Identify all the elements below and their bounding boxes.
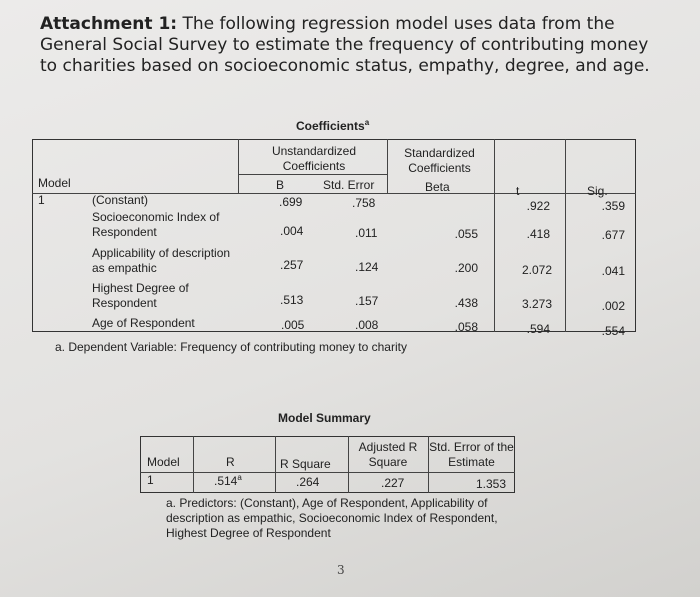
- ms-divider-v1: [193, 436, 194, 493]
- model-summary-title: Model Summary: [278, 411, 371, 425]
- row-age-sig: .554: [601, 324, 625, 338]
- header-sig: Sig.: [587, 184, 608, 198]
- row-label-age: Age of Respondent: [92, 316, 195, 330]
- ms-row-r-value: .514: [214, 474, 238, 488]
- row-socioeconomic-sig: .677: [601, 228, 625, 242]
- row-degree-beta: .438: [454, 296, 478, 310]
- row-constant-b: .699: [279, 195, 303, 209]
- row-empathic-beta: .200: [454, 261, 478, 275]
- coefficients-title-text: Coefficients: [296, 119, 365, 133]
- row-socioeconomic-se: .011: [355, 226, 378, 240]
- ms-row-model: 1: [147, 473, 154, 487]
- ms-divider-h1: [140, 472, 515, 473]
- model-number: 1: [38, 193, 45, 207]
- coef-divider-v3: [494, 139, 495, 332]
- row-degree-sig: .002: [601, 299, 625, 313]
- ms-header-adjusted-r-square: Adjusted R Square: [358, 440, 418, 469]
- ms-row-r: [214, 473, 242, 488]
- row-empathic-t: 2.072: [521, 263, 552, 277]
- row-label-socioeconomic: Socioeconomic Index of Respondent: [92, 210, 220, 239]
- ms-row-r-square: .264: [296, 475, 320, 489]
- header-std-error: Std. Error: [323, 178, 375, 192]
- row-degree-se: .157: [355, 294, 379, 308]
- ms-row-r-sup: a: [237, 473, 242, 482]
- coefficients-title-sup: a: [364, 118, 370, 127]
- header-model: Model: [38, 176, 71, 190]
- ms-row-std-error-estimate: 1.353: [475, 477, 506, 491]
- row-age-t: .594: [526, 322, 550, 336]
- attachment-label: Attachment 1:: [40, 14, 178, 34]
- row-age-se: .008: [355, 318, 379, 332]
- row-empathic-b: .257: [280, 258, 304, 272]
- header-b: B: [276, 178, 285, 192]
- ms-header-r: R: [226, 455, 235, 469]
- row-socioeconomic-beta: .055: [454, 227, 478, 241]
- row-degree-b: .513: [280, 293, 304, 307]
- row-label-constant: (Constant): [92, 193, 149, 207]
- row-age-beta: .058: [454, 320, 478, 334]
- row-constant-t: .922: [526, 199, 550, 213]
- header-t: t: [516, 184, 520, 198]
- header-unstandardized: Unstandardized Coefficients: [271, 144, 357, 173]
- coef-divider-v1: [238, 139, 239, 193]
- ms-header-r-square: R Square: [280, 457, 331, 471]
- row-label-empathic: Applicability of description as empathic: [92, 246, 231, 275]
- attachment-text: The following regression model uses data from the General Social Survey to estimate the frequency of contributing money to charities based on socioeconomic status, empathy, degree, and age.: [40, 14, 650, 76]
- row-socioeconomic-t: .418: [526, 227, 550, 241]
- ms-divider-v2: [275, 436, 276, 493]
- page-number: 3: [337, 563, 345, 577]
- coef-divider-v2: [387, 139, 388, 193]
- header-standardized: Standardized Coefficients: [404, 146, 475, 175]
- row-empathic-sig: .041: [601, 264, 625, 278]
- attachment-heading: [40, 14, 670, 77]
- row-constant-sig: .359: [601, 199, 625, 213]
- coefficients-footnote: a. Dependent Variable: Frequency of contributing money to charity: [55, 340, 407, 354]
- header-beta: Beta: [425, 180, 450, 194]
- row-socioeconomic-b: .004: [280, 224, 304, 238]
- row-degree-t: 3.273: [521, 297, 552, 311]
- row-constant-se: .758: [352, 196, 376, 210]
- coefficients-title: [296, 118, 369, 133]
- row-empathic-se: .124: [355, 260, 379, 274]
- ms-header-model: Model: [147, 455, 180, 469]
- model-summary-footnote: a. Predictors: (Constant), Age of Respondent, Applicability of description as empathic, Socioeconomic Index of Respondent, Highest Degree of Respondent: [166, 496, 498, 540]
- ms-header-std-error-estimate: Std. Error of the Estimate: [429, 440, 514, 469]
- coef-divider-v4: [565, 139, 566, 332]
- row-label-degree: Highest Degree of Respondent: [92, 281, 189, 310]
- coef-divider-h1: [238, 174, 387, 175]
- ms-row-adj-r-square: .227: [381, 476, 405, 490]
- row-age-b: .005: [281, 318, 305, 332]
